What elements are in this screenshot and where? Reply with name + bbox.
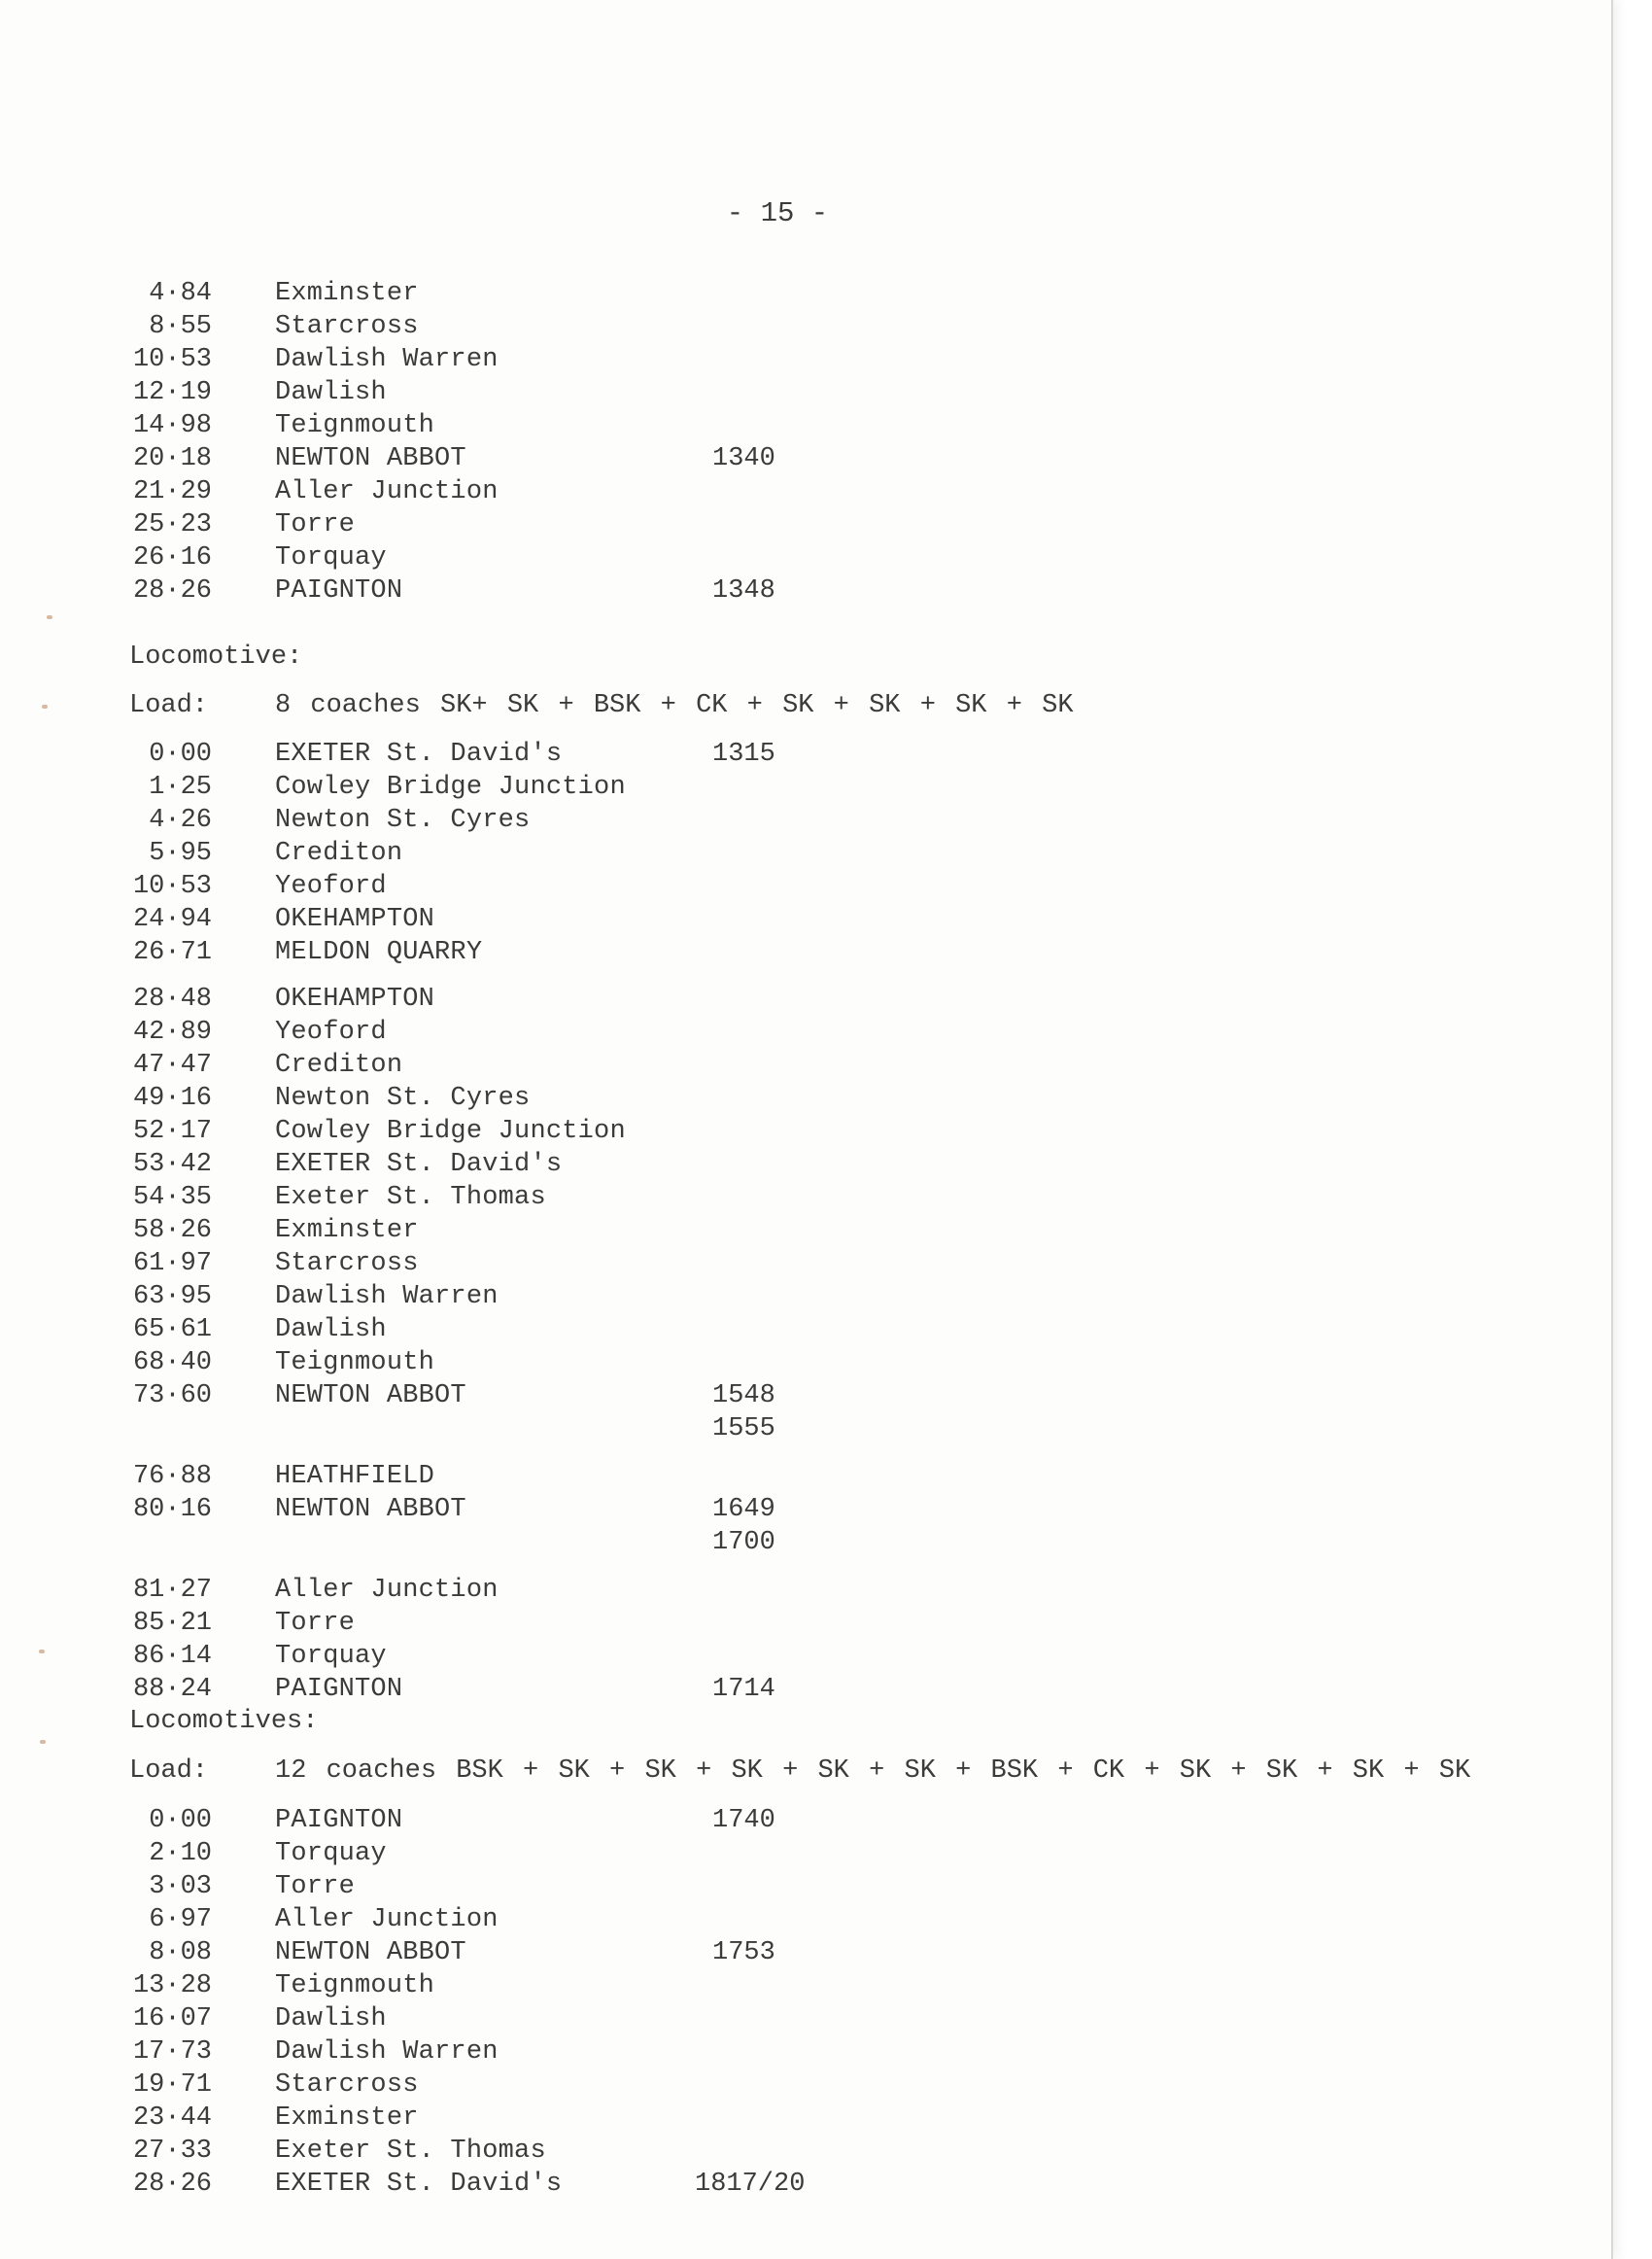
time-cell: 1315 — [712, 740, 775, 769]
station-cell: Torquay — [275, 543, 387, 573]
station-cell: OKEHAMPTON — [275, 905, 435, 934]
timing-row — [0, 1870, 1611, 1903]
mileage-cell: 26·16 — [132, 543, 212, 573]
locomotive-label-1: Locomotive: — [129, 643, 303, 672]
timing-table-section-3 — [0, 1804, 1611, 2201]
timing-row — [0, 1313, 1611, 1346]
timing-row — [0, 1969, 1611, 2002]
mileage-cell: 80·16 — [132, 1495, 212, 1524]
mileage-cell: 42·89 — [132, 1018, 212, 1047]
mileage-cell: 8·08 — [149, 1938, 212, 1967]
timing-row — [0, 1574, 1611, 1607]
time-cell: 1555 — [712, 1414, 775, 1443]
timing-row — [0, 1115, 1611, 1148]
timing-row — [0, 1148, 1611, 1181]
station-cell: Aller Junction — [275, 1576, 499, 1605]
timing-row — [0, 508, 1611, 541]
mileage-cell: 25·23 — [132, 510, 212, 539]
timing-row — [0, 1936, 1611, 1969]
station-cell: EXETER St. David's — [275, 1150, 563, 1179]
time-cell: 1740 — [712, 1806, 775, 1835]
station-cell: Crediton — [275, 1051, 403, 1080]
station-cell: Newton St. Cyres — [275, 806, 531, 835]
timing-row — [0, 2002, 1611, 2035]
mileage-cell: 47·47 — [132, 1051, 212, 1080]
mileage-cell: 20·18 — [132, 444, 212, 473]
time-cell: 1340 — [712, 444, 775, 473]
mileage-cell: 14·98 — [132, 411, 212, 440]
timing-table-section-2a — [0, 738, 1611, 969]
mileage-cell: 54·35 — [132, 1183, 212, 1212]
station-cell: Torre — [275, 1872, 356, 1901]
mileage-cell: 28·26 — [132, 2170, 212, 2199]
station-cell: NEWTON ABBOT — [275, 444, 466, 473]
page-number: - 15 - — [726, 197, 829, 229]
mileage-cell: 0·00 — [149, 1806, 212, 1835]
station-cell: MELDON QUARRY — [275, 938, 483, 967]
timing-row — [0, 310, 1611, 343]
mileage-cell: 26·71 — [132, 938, 212, 967]
timing-row — [0, 2068, 1611, 2102]
mileage-cell: 61·97 — [132, 1249, 212, 1278]
mileage-cell: 8·55 — [149, 312, 212, 341]
mileage-cell: 52·17 — [132, 1117, 212, 1146]
station-cell: PAIGNTON — [275, 576, 403, 606]
station-cell: Cowley Bridge Junction — [275, 773, 626, 802]
timing-table-section-2b — [0, 983, 1611, 1706]
station-cell: EXETER St. David's — [275, 2170, 563, 2199]
station-cell: NEWTON ABBOT — [275, 1495, 466, 1524]
mileage-cell: 12·19 — [132, 378, 212, 407]
timing-row — [0, 804, 1611, 837]
time-cell: 1548 — [712, 1381, 775, 1410]
station-cell: Dawlish Warren — [275, 2037, 499, 2067]
time-cell: 1753 — [712, 1938, 775, 1967]
timing-table-section-1 — [0, 277, 1611, 608]
mileage-cell: 4·26 — [149, 806, 212, 835]
station-cell: Torquay — [275, 1839, 387, 1868]
station-cell: Exminster — [275, 279, 419, 308]
timing-row — [0, 1804, 1611, 1837]
station-cell: PAIGNTON — [275, 1675, 403, 1704]
locomotive-label-2: Locomotives: — [129, 1707, 319, 1736]
station-cell: Dawlish Warren — [275, 1282, 499, 1311]
timing-row — [0, 2102, 1611, 2135]
mileage-cell: 17·73 — [132, 2037, 212, 2067]
timing-row — [0, 277, 1611, 310]
station-cell: Dawlish Warren — [275, 345, 499, 374]
mileage-cell: 28·26 — [132, 576, 212, 606]
load-label-2: Load: — [129, 1756, 209, 1786]
timing-row — [0, 1346, 1611, 1379]
station-cell: Exeter St. Thomas — [275, 2137, 546, 2166]
mileage-cell: 65·61 — [132, 1315, 212, 1344]
margin-speck — [47, 615, 52, 619]
timing-row — [0, 541, 1611, 574]
timing-row — [0, 376, 1611, 409]
mileage-cell: 58·26 — [132, 1216, 212, 1245]
timing-row — [0, 1460, 1611, 1493]
mileage-cell: 81·27 — [132, 1576, 212, 1605]
station-cell: Dawlish — [275, 1315, 387, 1344]
timing-row — [0, 870, 1611, 903]
mileage-cell: 53·42 — [132, 1150, 212, 1179]
mileage-cell: 10·53 — [132, 872, 212, 901]
mileage-cell: 19·71 — [132, 2070, 212, 2100]
station-cell: Torre — [275, 1609, 356, 1638]
station-cell: Torre — [275, 510, 356, 539]
mileage-cell: 68·40 — [132, 1348, 212, 1377]
load-value-2: 12 coaches BSK + SK + SK + SK + SK + SK + BSK + CK + SK + SK + SK + SK — [275, 1756, 1471, 1786]
station-cell: Dawlish — [275, 2004, 387, 2033]
mileage-cell: 21·29 — [132, 477, 212, 506]
timing-row — [0, 1181, 1611, 1214]
station-cell: NEWTON ABBOT — [275, 1381, 466, 1410]
station-cell: Aller Junction — [275, 477, 499, 506]
mileage-cell: 86·14 — [132, 1642, 212, 1671]
margin-speck — [40, 1740, 46, 1744]
timing-row — [0, 983, 1611, 1016]
timing-row — [0, 343, 1611, 376]
station-cell: Starcross — [275, 1249, 419, 1278]
timing-row — [0, 771, 1611, 804]
mileage-cell: 24·94 — [132, 905, 212, 934]
station-cell: Exminster — [275, 2103, 419, 2133]
time-cell: 1817/20 — [695, 2170, 806, 2199]
timing-row — [0, 1493, 1611, 1526]
station-cell: Exeter St. Thomas — [275, 1183, 546, 1212]
station-cell: Cowley Bridge Junction — [275, 1117, 626, 1146]
station-cell: EXETER St. David's — [275, 740, 563, 769]
station-cell: Torquay — [275, 1642, 387, 1671]
timing-row — [0, 1082, 1611, 1115]
timing-row — [0, 442, 1611, 475]
station-cell: OKEHAMPTON — [275, 985, 435, 1014]
load-value-1: 8 coaches SK+ SK + BSK + CK + SK + SK + SK + SK — [275, 691, 1074, 720]
timing-row — [0, 1247, 1611, 1280]
timing-row — [0, 738, 1611, 771]
station-cell: Teignmouth — [275, 1971, 435, 2000]
mileage-cell: 5·95 — [149, 839, 212, 868]
timing-row — [0, 2168, 1611, 2201]
timing-row — [0, 574, 1611, 608]
mileage-cell: 0·00 — [149, 740, 212, 769]
station-cell: Crediton — [275, 839, 403, 868]
timing-row — [0, 903, 1611, 936]
load-label-1: Load: — [129, 691, 209, 720]
station-cell: Dawlish — [275, 378, 387, 407]
mileage-cell: 16·07 — [132, 2004, 212, 2033]
timing-row — [0, 1526, 1611, 1559]
timing-row — [0, 1837, 1611, 1870]
timing-row — [0, 1379, 1611, 1412]
mileage-cell: 2·10 — [149, 1839, 212, 1868]
station-cell: HEATHFIELD — [275, 1462, 435, 1491]
mileage-cell: 1·25 — [149, 773, 212, 802]
station-cell: Newton St. Cyres — [275, 1084, 531, 1113]
timing-row — [0, 2035, 1611, 2068]
timing-row — [0, 1640, 1611, 1673]
mileage-cell: 73·60 — [132, 1381, 212, 1410]
station-cell: NEWTON ABBOT — [275, 1938, 466, 1967]
timing-row — [0, 1214, 1611, 1247]
mileage-cell: 49·16 — [132, 1084, 212, 1113]
timing-row — [0, 2135, 1611, 2168]
mileage-cell: 13·28 — [132, 1971, 212, 2000]
mileage-cell: 85·21 — [132, 1609, 212, 1638]
timing-row — [0, 1903, 1611, 1936]
station-cell: Yeoford — [275, 1018, 387, 1047]
margin-speck — [42, 705, 48, 709]
station-cell: Teignmouth — [275, 1348, 435, 1377]
station-cell: Exminster — [275, 1216, 419, 1245]
station-cell: Yeoford — [275, 872, 387, 901]
timing-row — [0, 1016, 1611, 1049]
time-cell: 1700 — [712, 1528, 775, 1557]
mileage-cell: 4·84 — [149, 279, 212, 308]
station-cell: PAIGNTON — [275, 1806, 403, 1835]
margin-speck — [39, 1650, 45, 1653]
time-cell: 1649 — [712, 1495, 775, 1524]
mileage-cell: 27·33 — [132, 2137, 212, 2166]
mileage-cell: 3·03 — [149, 1872, 212, 1901]
time-cell: 1714 — [712, 1675, 775, 1704]
mileage-cell: 76·88 — [132, 1462, 212, 1491]
mileage-cell: 28·48 — [132, 985, 212, 1014]
time-cell: 1348 — [712, 576, 775, 606]
mileage-cell: 6·97 — [149, 1905, 212, 1934]
timing-row — [0, 837, 1611, 870]
station-cell: Starcross — [275, 312, 419, 341]
timing-row — [0, 475, 1611, 508]
timing-row — [0, 409, 1611, 442]
station-cell: Teignmouth — [275, 411, 435, 440]
timing-row — [0, 1412, 1611, 1445]
station-cell: Starcross — [275, 2070, 419, 2100]
station-cell: Aller Junction — [275, 1905, 499, 1934]
timing-row — [0, 1049, 1611, 1082]
mileage-cell: 63·95 — [132, 1282, 212, 1311]
mileage-cell: 23·44 — [132, 2103, 212, 2133]
mileage-cell: 10·53 — [132, 345, 212, 374]
timing-row — [0, 1607, 1611, 1640]
timing-row — [0, 936, 1611, 969]
timing-row — [0, 1280, 1611, 1313]
mileage-cell: 88·24 — [132, 1675, 212, 1704]
timing-row — [0, 1673, 1611, 1706]
